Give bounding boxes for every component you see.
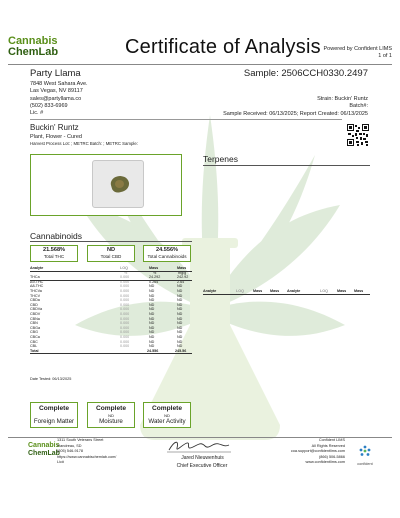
footer-logo <box>28 442 60 458</box>
client-phone: (502) 833-6969 <box>30 102 68 109</box>
foreign-matter-box <box>30 402 78 428</box>
foreign-matter-status: Complete <box>38 405 70 412</box>
footer-license: Lic# <box>57 460 64 465</box>
total-cannabinoids-value: 24.556% <box>155 247 179 253</box>
terp-col-loq: LOQ <box>236 289 244 293</box>
sample-photo <box>92 160 144 208</box>
cann-mass-mg: ND <box>177 293 183 298</box>
cann-mass-pct: ND <box>149 344 155 349</box>
cann-analyte: CBG <box>30 330 38 335</box>
cann-mass-pct: 24.292 <box>149 275 161 280</box>
cann-mass-pct: ND <box>149 293 155 298</box>
cann-col-mass-pct: Mass <box>149 266 159 270</box>
footer-lims-website: www.confidentlims.com <box>305 460 345 465</box>
total-cbd-label: Total CBD <box>100 253 122 259</box>
cann-loq: 0.000 <box>120 288 130 293</box>
cann-mass-mg: ND <box>177 330 183 335</box>
cann-analyte: CBGa <box>30 325 41 330</box>
cann-loq: 0.000 <box>120 344 130 349</box>
cann-mass-pct: ND <box>149 302 155 307</box>
cann-loq: 0.000 <box>120 284 130 289</box>
client-address-line: 7848 West Sahara Ave. <box>30 81 88 87</box>
cann-mass-mg: ND <box>177 302 183 307</box>
terp-col-loq-2: LOQ <box>320 289 328 293</box>
cann-mass-pct: ND <box>149 334 155 339</box>
cann-loq: 0.000 <box>120 302 130 307</box>
cann-analyte: THCVa <box>30 288 42 293</box>
cann-total-line <box>30 353 192 354</box>
footer-support-email: coa.support@confidentlims.com <box>290 449 345 454</box>
cann-mass-pct: ND <box>149 330 155 335</box>
cann-loq: 0.000 <box>120 316 130 321</box>
header-divider <box>8 64 392 65</box>
sample-info <box>223 96 368 118</box>
footer-street: 1311 South Veterans Street <box>57 438 104 442</box>
signer-title: Chief Executive Officer <box>176 463 228 469</box>
cann-analyte: CBCa <box>30 334 40 339</box>
cann-mass-pct: ND <box>149 288 155 293</box>
cannabinoids-title: Cannabinoids <box>30 231 82 241</box>
cann-total-pct: 24.556 <box>147 348 159 353</box>
cann-col-mass-mg: Mass <box>177 266 187 270</box>
product-name: Buckin' Runtz <box>30 123 79 132</box>
total-cannabinoids-label: Total Cannabinoids <box>147 253 187 259</box>
cann-loq: 0.000 <box>120 330 130 335</box>
cannabis-chemlab-logo <box>8 36 58 58</box>
footer-logo-line2: ChemLab <box>28 450 60 457</box>
footer-lims-info <box>291 438 345 466</box>
logo-line1: Cannabis <box>8 35 58 47</box>
cann-col-analyte: Analyte <box>30 266 44 270</box>
cann-mass-mg: ND <box>177 298 183 303</box>
harvest-lot: Harvest Process Lot: ; METRC Batch: ; METRC Sample: <box>30 141 138 146</box>
footer-support-phone: (866) 506-5866 <box>319 454 345 459</box>
logo-line2: ChemLab <box>8 46 59 58</box>
terpenes-header-row <box>203 289 370 294</box>
powered-by-text: Powered by Confident LIMS <box>323 46 392 52</box>
cann-mass-pct: ND <box>149 284 155 289</box>
cann-mass-pct: ND <box>149 316 155 321</box>
footer-lims-name: Confident LIMS <box>318 438 345 442</box>
cann-analyte: Δ9-THC <box>30 279 44 284</box>
cann-mass-mg: ND <box>177 288 183 293</box>
cann-loq: 0.000 <box>120 325 130 330</box>
cann-mass-mg: ND <box>177 339 183 344</box>
water-activity-status: Complete <box>151 405 183 412</box>
confident-dots-icon <box>358 445 372 457</box>
cann-loq: 0.000 <box>120 321 130 326</box>
signature-icon <box>165 438 233 454</box>
terpenes-table <box>203 289 370 294</box>
cann-rows <box>30 275 192 349</box>
client-license: Lic. # <box>30 110 44 117</box>
cann-mass-pct: ND <box>149 321 155 326</box>
flower-bud-highlight <box>115 180 124 188</box>
cann-total-label: Total <box>30 348 39 353</box>
client-name: Party Llama <box>30 68 81 79</box>
terpenes-title: Terpenes <box>203 154 238 164</box>
cann-analyte: CBNa <box>30 316 40 321</box>
cann-loq: 0.000 <box>120 298 130 303</box>
cann-col-loq: LOQ <box>120 266 128 270</box>
client-info <box>30 81 88 117</box>
footer-city: Flandreau, SD <box>57 443 82 448</box>
cann-total-mg: 245.56 <box>175 348 187 353</box>
cann-loq: 0.000 <box>120 311 130 316</box>
cann-mass-mg: ND <box>177 316 183 321</box>
confident-logo <box>352 444 378 466</box>
terp-col-analyte: Analyte <box>203 289 217 293</box>
total-cbd-value: ND <box>106 247 116 253</box>
cann-units-line <box>30 280 192 281</box>
qr-code-icon <box>347 124 369 146</box>
terp-col-mass-mg-2: Mass <box>354 289 364 293</box>
date-tested: Date Tested: 06/13/2025 <box>30 377 72 381</box>
cann-mass-mg: ND <box>177 321 183 326</box>
cann-analyte: Δ8-THC <box>30 284 44 289</box>
cann-mass-mg: ND <box>177 344 183 349</box>
cann-analyte: CBDa <box>30 298 40 303</box>
cann-mass-pct: ND <box>149 311 155 316</box>
total-cannabinoids-box <box>143 245 191 262</box>
cann-mass-mg: ND <box>177 311 183 316</box>
product-type: Plant, Flower - Cured <box>30 134 82 140</box>
cann-unit-mg: mg/g <box>178 270 187 275</box>
cannabinoids-divider <box>30 241 192 242</box>
moisture-label: Moisture <box>99 418 123 425</box>
sample-dates: Sample Received: 06/13/2025; Report Created: 06/13/2025 <box>223 110 368 117</box>
cann-unit-loq: % <box>124 270 128 275</box>
water-activity-box <box>143 402 191 428</box>
page-number: 1 of 1 <box>378 53 392 59</box>
terp-col-analyte-2: Analyte <box>287 289 301 293</box>
footer-logo-line1: Cannabis <box>28 442 60 449</box>
terp-col-mass-mg: Mass <box>270 289 280 293</box>
cann-mass-mg: ND <box>177 307 183 312</box>
cann-analyte: CBD <box>30 302 38 307</box>
cann-analyte: CBN <box>30 321 38 326</box>
total-thc-label: Total THC <box>43 253 65 259</box>
page-title: Certificate of Analysis <box>125 36 321 58</box>
sample-strain: Strain: Buckin' Runtz <box>317 96 368 102</box>
cann-header-line <box>30 271 192 272</box>
cann-analyte: THCa <box>30 275 40 280</box>
total-cbd-box <box>87 245 135 262</box>
cann-analyte: CBC <box>30 339 38 344</box>
water-activity-label: Water Activity <box>148 418 186 425</box>
cann-mass-mg: 242.92 <box>177 275 189 280</box>
moisture-box <box>87 402 135 428</box>
cann-loq: 0.000 <box>120 334 130 339</box>
cann-mass-mg: ND <box>177 284 183 289</box>
cann-loq: 0.000 <box>120 339 130 344</box>
cann-loq: 0.000 <box>120 307 130 312</box>
cann-mass-mg: 2.64 <box>177 279 185 284</box>
sample-photo-frame <box>30 154 182 216</box>
sample-id: Sample: 2506CCH0330.2497 <box>243 68 368 79</box>
footer-phone: (605) 546-9178 <box>57 449 83 454</box>
cann-mass-mg: ND <box>177 325 183 330</box>
client-email: sales@partyllama.co <box>30 95 82 102</box>
sample-batch: Batch#: <box>349 103 368 110</box>
powered-by <box>324 46 392 60</box>
total-thc-value: 21.568% <box>42 247 66 253</box>
cann-loq: 0.000 <box>120 275 130 280</box>
cann-mass-pct: ND <box>149 307 155 312</box>
moisture-sub: ND <box>108 412 114 418</box>
foreign-matter-sub <box>31 413 77 418</box>
cann-analyte: THCV <box>30 293 41 298</box>
terpenes-divider <box>203 165 370 166</box>
cann-unit-pct: % <box>153 270 157 275</box>
moisture-status: Complete <box>95 405 127 412</box>
footer-website: https://www.cannabischemlab.com/ <box>57 454 117 459</box>
cann-mass-pct: ND <box>149 339 155 344</box>
terpenes-header-line <box>203 294 370 295</box>
cann-analyte: CBDVa <box>30 307 43 312</box>
cann-loq: 0.000 <box>120 279 130 284</box>
total-thc-box <box>30 245 78 262</box>
cann-mass-mg: ND <box>177 334 183 339</box>
section-divider <box>30 119 342 120</box>
terp-col-mass-pct-2: Mass <box>337 289 347 293</box>
cann-mass-pct: ND <box>149 298 155 303</box>
cann-analyte: CBDV <box>30 311 41 316</box>
footer-address <box>57 438 116 466</box>
foreign-matter-label: Foreign Matter <box>33 418 75 425</box>
footer-rights: All Rights Reserved <box>311 443 345 448</box>
water-activity-sub: ND <box>164 412 170 418</box>
cann-analyte: CBL <box>30 344 38 349</box>
confident-wordmark: confident <box>357 462 373 466</box>
terp-col-mass-pct: Mass <box>253 289 263 293</box>
cann-loq: 0.000 <box>120 293 130 298</box>
cann-mass-pct: 0.264 <box>149 279 159 284</box>
signer-name: Jared Nieuwenhuis <box>181 455 224 461</box>
client-city-line: Las Vegas, NV 89117 <box>30 88 83 95</box>
cann-mass-pct: ND <box>149 325 155 330</box>
